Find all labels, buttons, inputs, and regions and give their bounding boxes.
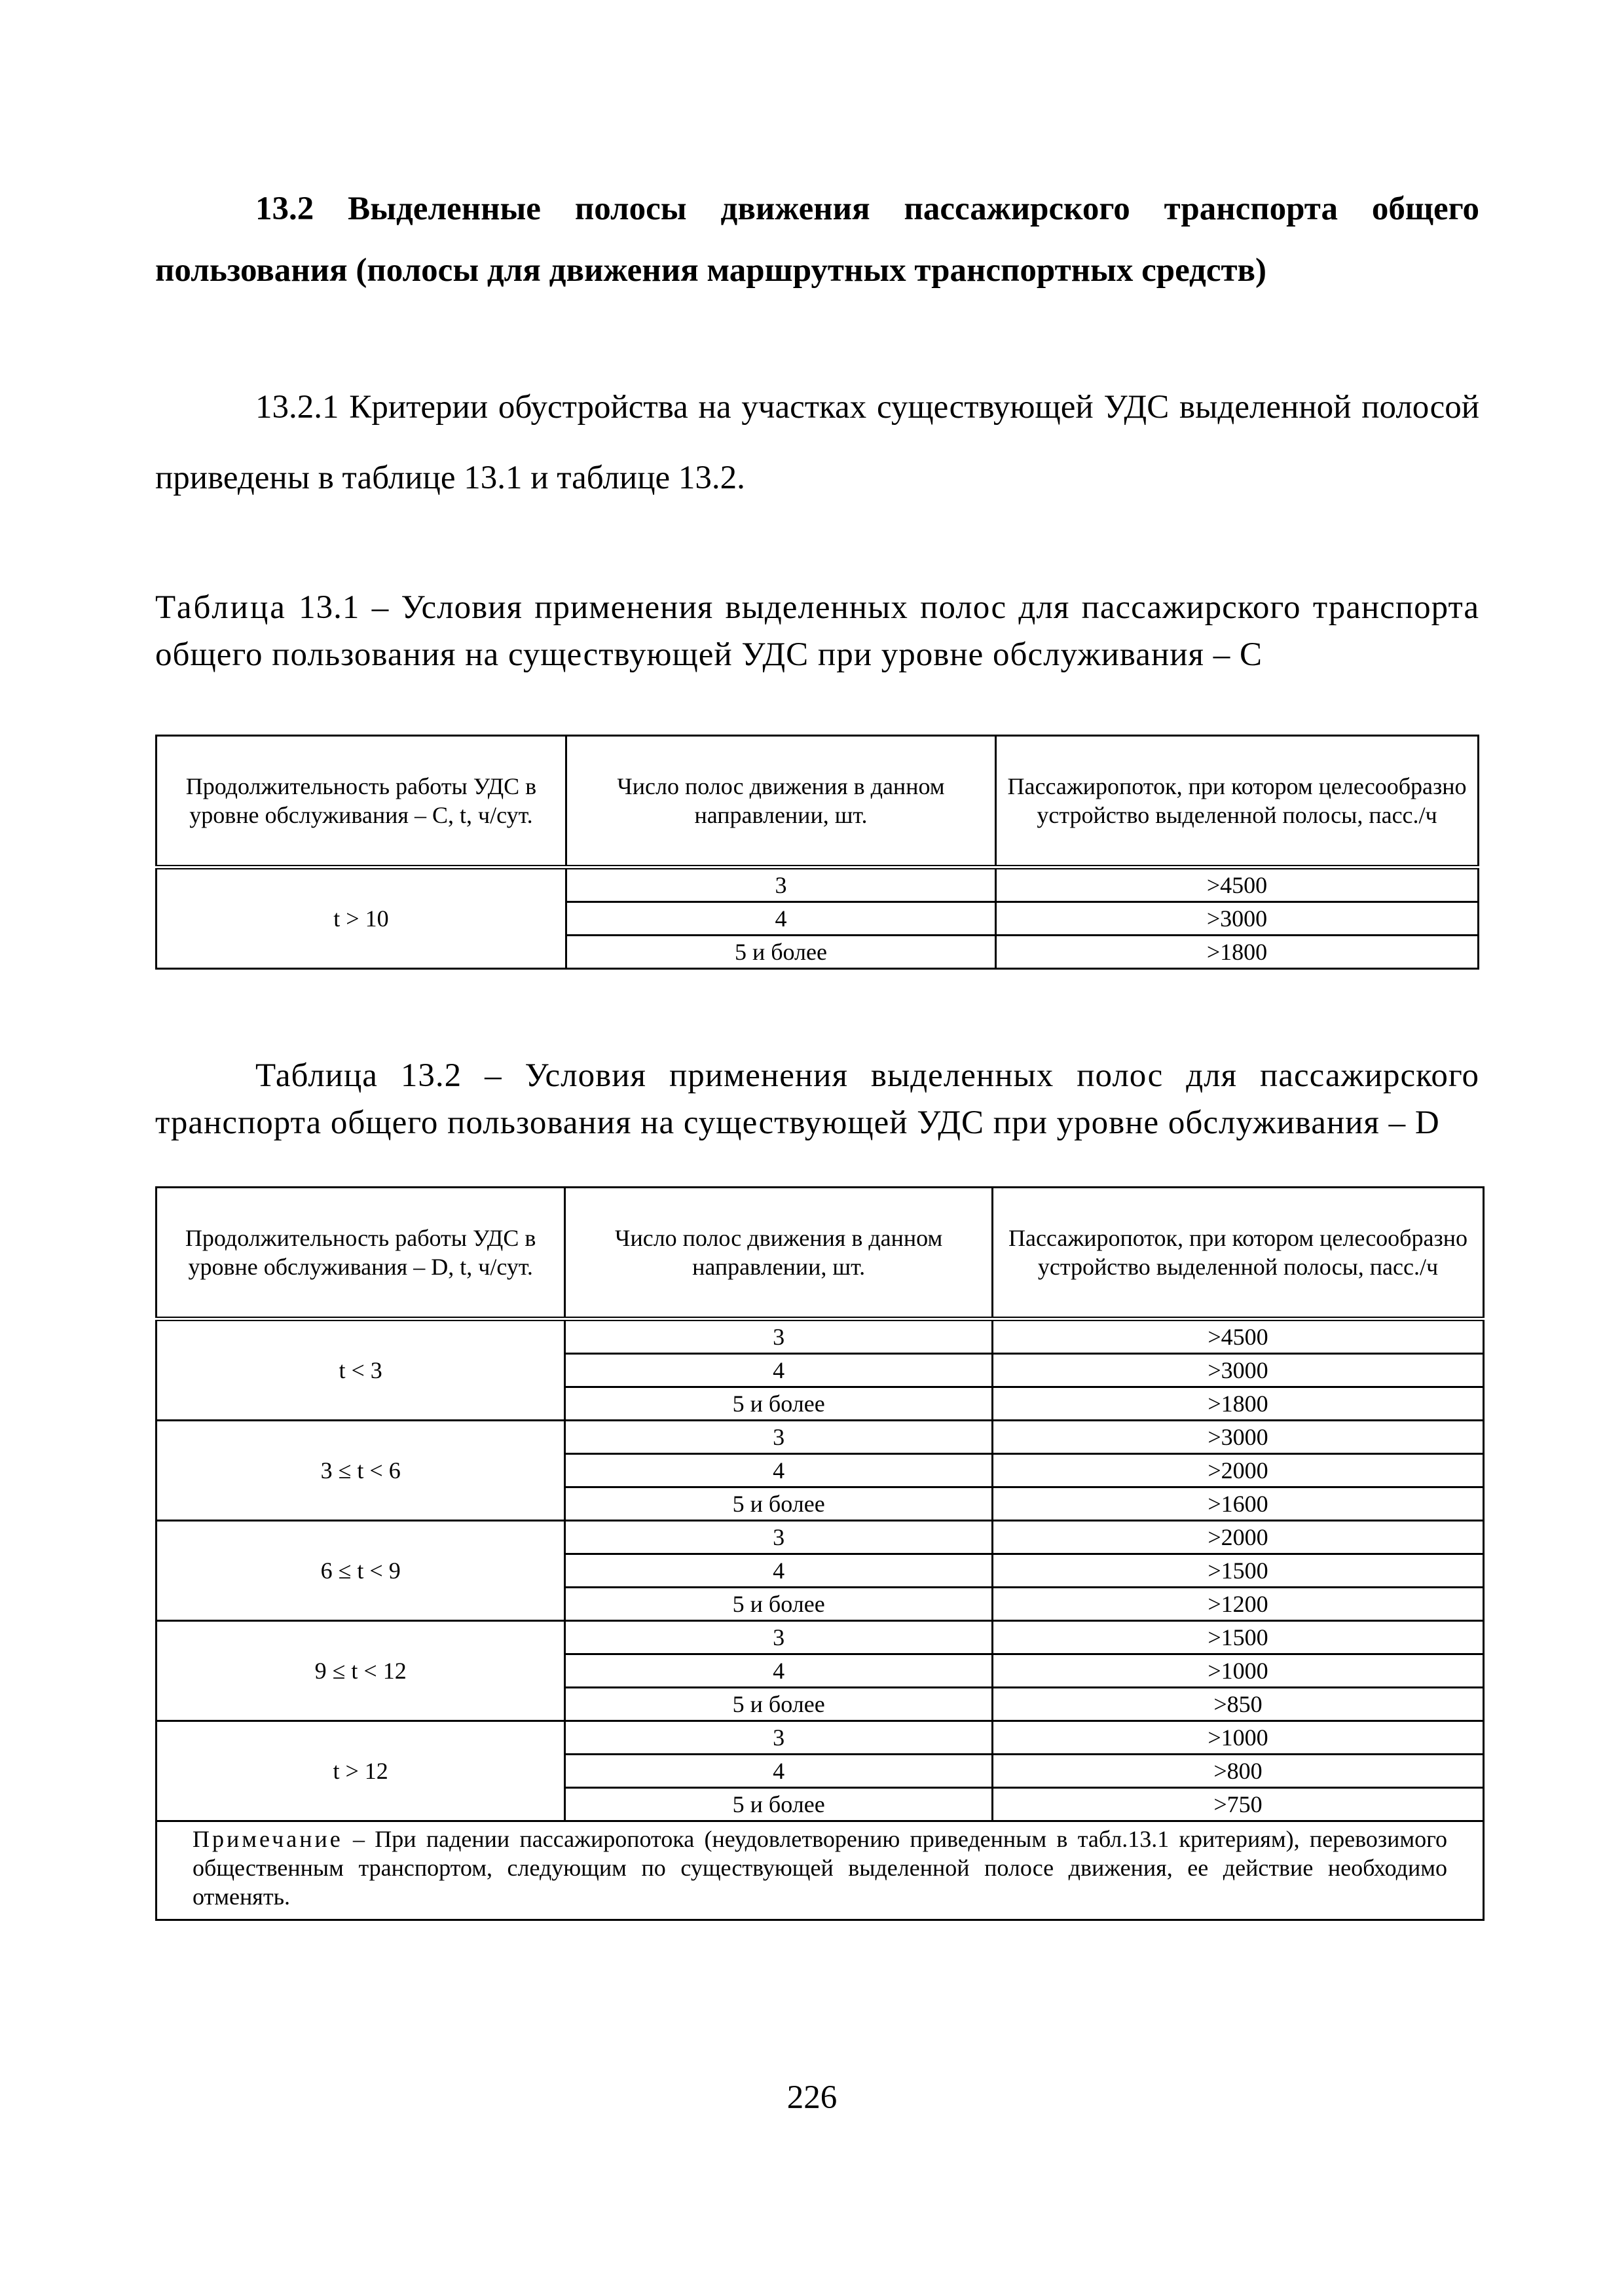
- lanes-cell: 4: [566, 902, 995, 936]
- section-heading: 13.2 Выделенные полосы движения пассажирского транспорта общего пользования (полосы для движения маршрутных транспортных средств): [155, 191, 1479, 289]
- table-row: [157, 1521, 1484, 1554]
- flow-cell: >3000: [993, 1421, 1484, 1454]
- table-1-header-lanes: Число полос движения в данном направлении, шт.: [566, 736, 995, 867]
- table-1-caption-text: 13.1 – Условия применения выделенных полос для пассажирского транспорта общего пользования на существующей УДС при уровне обслуживания – С: [155, 589, 1479, 673]
- lanes-cell: 3: [565, 1621, 993, 1654]
- table-row: [157, 867, 1479, 902]
- lanes-cell: 3: [565, 1319, 993, 1354]
- table-1-caption-label: Таблица: [155, 589, 287, 626]
- table-note-row: [157, 1821, 1484, 1920]
- range-cell: 6 ≤ t < 9: [157, 1521, 565, 1621]
- table-2-caption-text: 13.2 – Условия применения выделенных полос для пассажирского транспорта общего пользования на существующей УДС при уровне обслуживания – D: [155, 1057, 1479, 1141]
- flow-cell: >4500: [993, 1319, 1484, 1354]
- lanes-cell: 5 и более: [565, 1688, 993, 1721]
- flow-cell: >1200: [993, 1588, 1484, 1621]
- lanes-cell: 3: [565, 1421, 993, 1454]
- range-cell: t < 3: [157, 1319, 565, 1421]
- table-note-text: – При падении пассажиропотока (неудовлетворению приведенным в табл.13.1 критериям), перевозимого общественным транспортом, следующим по существующей выделенной полосе движения, ее действие необходимо отменять.: [193, 1826, 1447, 1910]
- flow-cell: >1000: [993, 1654, 1484, 1688]
- flow-cell: >3000: [996, 902, 1479, 936]
- table-row: [157, 1621, 1484, 1654]
- lanes-cell: 5 и более: [565, 1788, 993, 1821]
- flow-cell: >1500: [993, 1554, 1484, 1588]
- table-2: [155, 1186, 1485, 1921]
- flow-cell: >750: [993, 1788, 1484, 1821]
- lanes-cell: 3: [565, 1521, 993, 1554]
- lanes-cell: 5 и более: [565, 1387, 993, 1421]
- flow-cell: >800: [993, 1755, 1484, 1788]
- lanes-cell: 5 и более: [565, 1487, 993, 1521]
- range-cell: 3 ≤ t < 6: [157, 1421, 565, 1521]
- page-number: 226: [786, 2079, 838, 2116]
- lanes-cell: 3: [565, 1721, 993, 1755]
- table-2-caption: [155, 1052, 1479, 1146]
- flow-cell: >3000: [993, 1354, 1484, 1387]
- range-cell: t > 12: [157, 1721, 565, 1821]
- table-row: [157, 1721, 1484, 1755]
- table-2-header-duration: Продолжительность работы УДС в уровне обслуживания – D, t, ч/сут.: [157, 1188, 565, 1319]
- lanes-cell: 4: [565, 1454, 993, 1487]
- flow-cell: >1600: [993, 1487, 1484, 1521]
- table-2-header-flow: Пассажиропоток, при котором целесообразно устройство выделенной полосы, пасс./ч: [993, 1188, 1484, 1319]
- flow-cell: >1800: [993, 1387, 1484, 1421]
- flow-cell: >1000: [993, 1721, 1484, 1755]
- flow-cell: >1500: [993, 1621, 1484, 1654]
- lanes-cell: 5 и более: [565, 1588, 993, 1621]
- table-row: [157, 1319, 1484, 1354]
- lanes-cell: 3: [566, 867, 995, 902]
- table-1-header-row: [157, 736, 1479, 867]
- table-row: [157, 1421, 1484, 1454]
- range-cell: 9 ≤ t < 12: [157, 1621, 565, 1721]
- table-1-header-duration: Продолжительность работы УДС в уровне обслуживания – С, t, ч/сут.: [157, 736, 566, 867]
- lanes-cell: 4: [565, 1654, 993, 1688]
- lanes-cell: 5 и более: [566, 936, 995, 969]
- table-1: [155, 735, 1479, 970]
- flow-cell: >4500: [996, 867, 1479, 902]
- table-note-label: Примечание: [193, 1826, 343, 1852]
- lanes-cell: 4: [565, 1755, 993, 1788]
- flow-cell: >2000: [993, 1454, 1484, 1487]
- lanes-cell: 4: [565, 1554, 993, 1588]
- flow-cell: >2000: [993, 1521, 1484, 1554]
- table-2-header-row: [157, 1188, 1484, 1319]
- table-1-caption: [155, 584, 1479, 678]
- table-1-header-flow: Пассажиропоток, при котором целесообразно устройство выделенной полосы, пасс./ч: [996, 736, 1479, 867]
- flow-cell: >1800: [996, 936, 1479, 969]
- table-2-header-lanes: Число полос движения в данном направлении, шт.: [565, 1188, 993, 1319]
- table-2-caption-label: Таблица: [255, 1057, 378, 1094]
- range-cell: t > 10: [157, 867, 566, 969]
- lanes-cell: 4: [565, 1354, 993, 1387]
- table-note: [157, 1821, 1484, 1920]
- flow-cell: >850: [993, 1688, 1484, 1721]
- body-paragraph: 13.2.1 Критерии обустройства на участках существующей УДС выделенной полосой приведены в таблице 13.1 и таблице 13.2.: [155, 389, 1479, 496]
